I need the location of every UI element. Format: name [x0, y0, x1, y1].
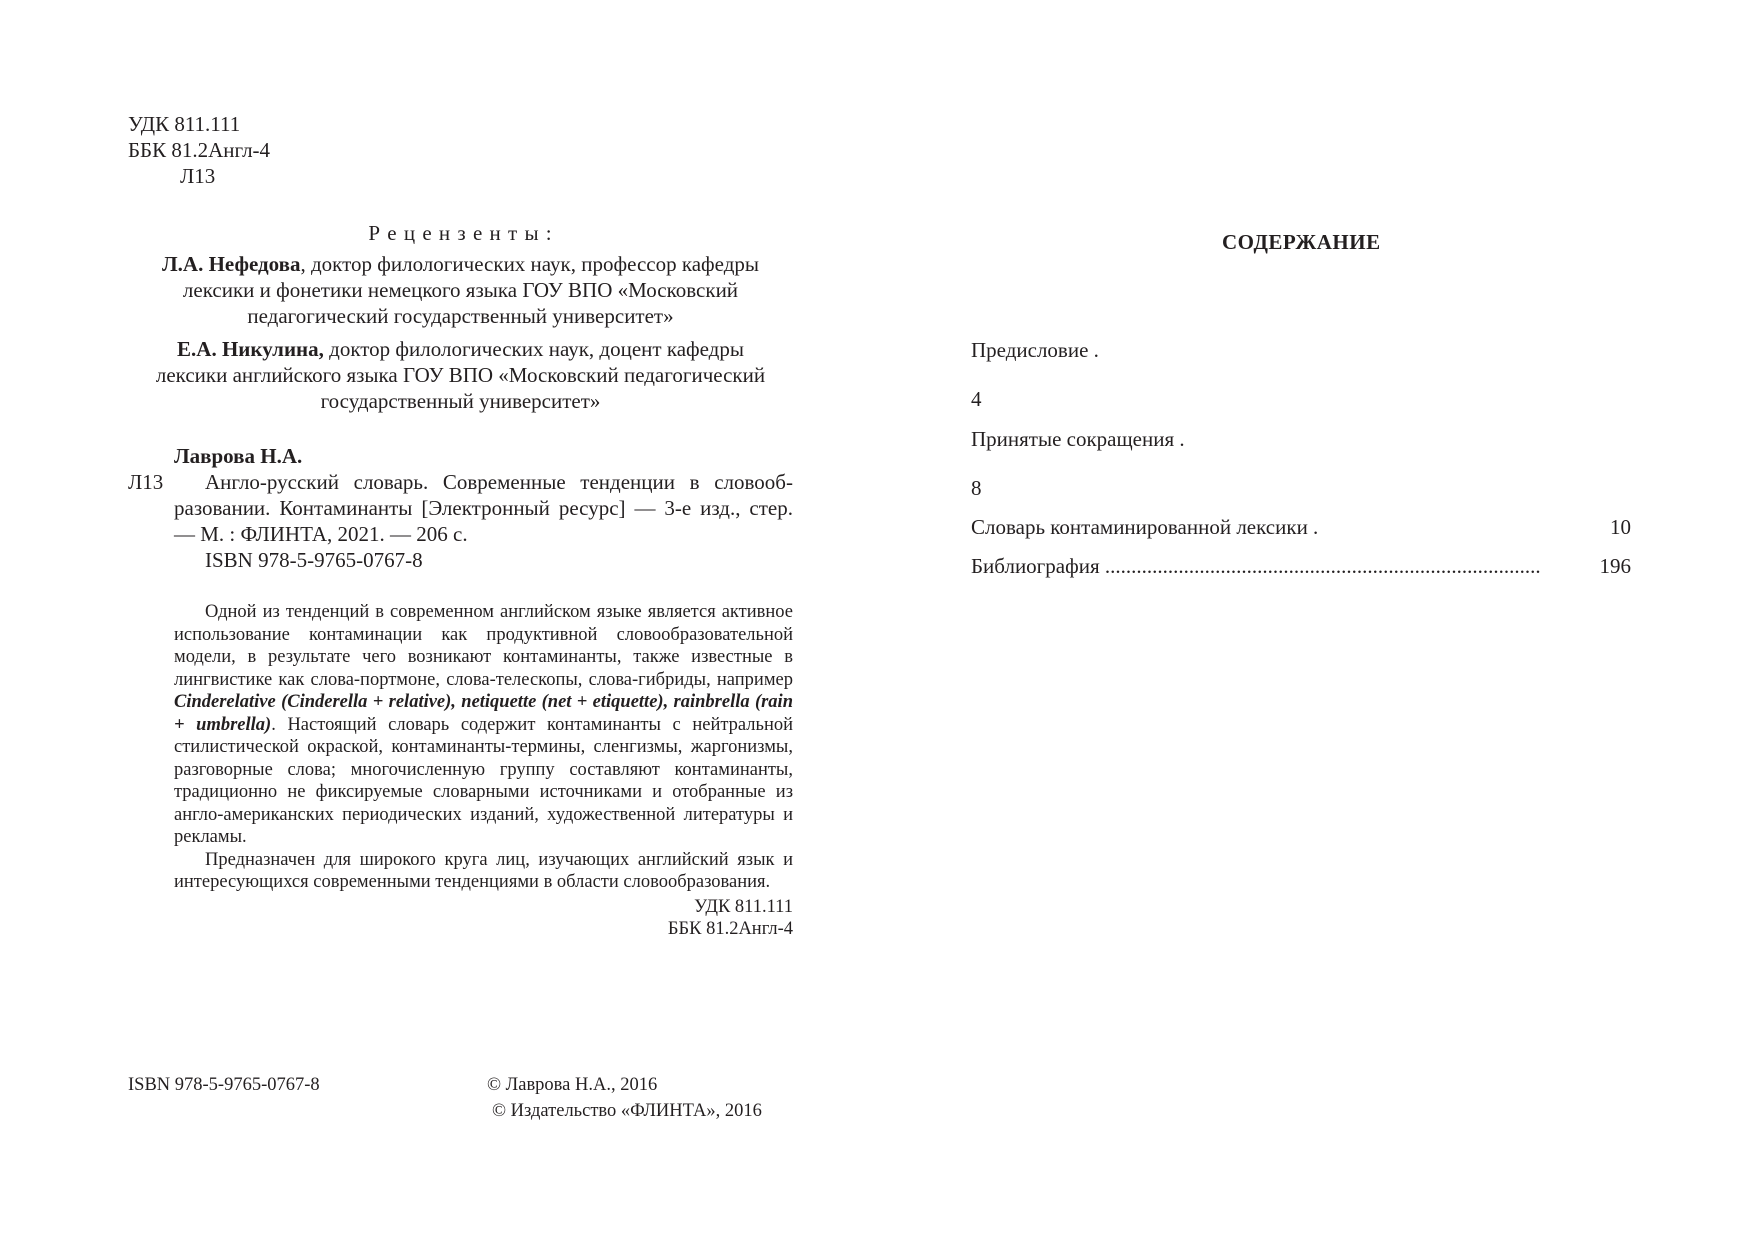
annotation-bbk: ББК 81.2Англ-4 [667, 919, 793, 939]
footer-isbn: ISBN 978-5-9765-0767-8 [128, 1075, 320, 1095]
classification-block [128, 111, 270, 189]
bibliographic-code: Л13 [128, 470, 164, 494]
reviewer-1 [128, 251, 793, 329]
reviewer-1-desc-line: лексики и фонетики немецкого языка ГОУ ВПО «Московский [182, 278, 739, 302]
reviewer-2 [128, 336, 793, 414]
contents-title: СОДЕРЖАНИЕ [1222, 230, 1381, 254]
toc-item-dictionary[interactable]: Словарь контаминированной лексики . [971, 515, 1319, 539]
toc-item-bibliography[interactable]: Библиография ................................................................................... [971, 554, 1541, 578]
bibliographic-author: Лаврова Н.А. [174, 444, 303, 468]
reviewer-2-name: Е.А. Никулина, [177, 337, 324, 361]
bibliographic-isbn: ISBN 978-5-9765-0767-8 [205, 548, 423, 572]
toc-page-preface: 4 [971, 387, 982, 411]
author-sign-code: Л13 [180, 164, 216, 188]
bibliographic-line: — М. : ФЛИНТА, 2021. — 206 с. [174, 522, 468, 546]
bbk-code: ББК 81.2Англ-4 [128, 138, 271, 162]
reviewer-1-desc-line: педагогический государственный университет» [247, 304, 674, 328]
reviewer-1-name: Л.А. Нефедова [162, 252, 301, 276]
reviewer-2-desc-line: доктор филологических наук, доцент кафедры [323, 337, 744, 361]
bibliographic-line: разовании. Контаминанты [Электронный ресурс] — 3-е изд., стер. [174, 496, 793, 520]
reviewers-heading: Р е ц е н з е н т ы : [368, 221, 553, 245]
copyright-author: © Лаврова Н.А., 2016 [487, 1075, 658, 1095]
annotation-paragraph-2: Предназначен для широкого круга лиц, изучающих английский язык и интересующихся современными тенденциями в области словообразования. [174, 849, 793, 892]
toc-page-bibliography: 196 [1599, 554, 1631, 578]
annotation-udk: УДК 811.111 [694, 896, 793, 917]
toc-page-abbreviations: 8 [971, 476, 982, 500]
copyright-publisher: © Издательство «ФЛИНТА», 2016 [492, 1101, 762, 1121]
annotation-examples: Cinderelative (Cinderella + relative), netiquette (net + etiquette), rainbrella (rain + umbrella) [174, 692, 793, 735]
toc-row-dictionary[interactable] [971, 514, 1631, 540]
reviewer-2-desc-line: лексики английского языка ГОУ ВПО «Московский педагогический [155, 363, 766, 387]
bibliographic-description [174, 469, 793, 573]
toc-item-abbreviations[interactable]: Принятые сокращения . [971, 427, 1185, 451]
udk-code: УДК 811.111 [128, 112, 241, 136]
bibliographic-line: Англо-русский словарь. Современные тенденции в словооб- [205, 470, 793, 494]
toc-row-bibliography[interactable] [971, 553, 1631, 579]
reviewer-1-desc-line: , доктор филологических наук, профессор кафедры [300, 252, 759, 276]
toc-page-dictionary: 10 [1610, 515, 1631, 539]
reviewer-2-desc-line: государственный университет» [320, 389, 601, 413]
annotation-paragraph-1 [174, 601, 793, 849]
toc-item-preface[interactable]: Предисловие . [971, 338, 1099, 362]
annotation-text: . Настоящий словарь содержит контаминанты с нейтральной стилистической окраской, контаминанты-термины, сленгизмы, жаргонизмы, разговорные слова; многочисленную группу составляют контаминанты, традиционно не фиксируемые словарными источниками и отобранные из англо-американских периодических изданий, художественной литературы и рекламы. [174, 714, 793, 847]
annotation [174, 601, 793, 941]
annotation-text: Одной из тенденций в современном английском языке является активное использование контаминации как продуктивной словообразовательной модели, в результате чего возникают контаминанты, также известные в лингвистике как слова-портмоне, слова-телескопы, слова-гибриды, например [174, 602, 793, 690]
